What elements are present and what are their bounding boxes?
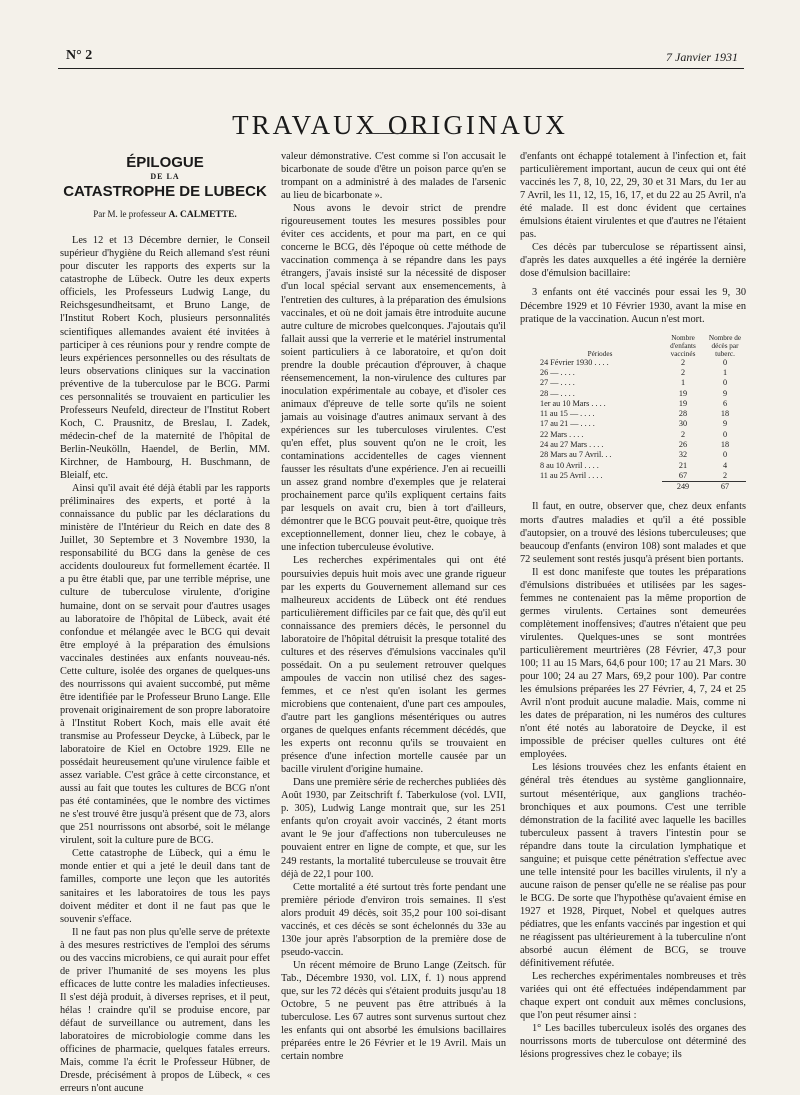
table-row: [538, 419, 746, 429]
period-cell: 28 Mars au 7 Avril. . .: [540, 450, 612, 460]
deaths-count-cell: 9: [722, 419, 728, 429]
period-cell: 11 au 25 Avril . . . .: [540, 471, 603, 481]
paragraph: valeur démonstrative. C'est comme si l'on accusait le bicarbonate de soude d'être un poison parce qu'en se trompant on a administré à des malades de l'arsenic au lieu de bicarbonate ».: [281, 151, 506, 202]
column-1: [60, 150, 270, 1095]
paragraph: Les recherches expérimentales nombreuses et très variées qui ont été effectuées indépendamment par chaque expert ont conduit aux mêmes conclusions, que l'on peut résumer ainsi :: [520, 971, 746, 1022]
deaths-count-cell: 0: [722, 357, 728, 367]
deaths-count-cell: 2: [722, 470, 728, 480]
deaths-count-cell: 4: [722, 460, 728, 470]
header-rule: [58, 68, 744, 69]
period-cell: 17 au 21 — . . . .: [540, 419, 595, 429]
table-row: [538, 450, 746, 460]
table-row: [538, 430, 746, 440]
table-header: Nombre de décès par tuberc.: [708, 333, 742, 358]
table-row: [538, 471, 746, 482]
byline-prefix: Par M. le professeur: [93, 209, 167, 220]
issue-date: 7 Janvier 1931: [666, 50, 738, 64]
table-header: Nombre d'enfants vaccinés: [670, 333, 696, 358]
period-cell: 1er au 10 Mars . . . .: [540, 398, 606, 408]
period-cell: 22 Mars . . . .: [540, 429, 584, 439]
deaths-count-cell: 18: [720, 439, 730, 449]
article-title-line-3: CATASTROPHE DE LUBECK: [63, 183, 267, 201]
deaths-count-cell: 1: [722, 367, 728, 377]
deaths-count-cell: 0: [722, 450, 728, 460]
issue-number: N° 2: [66, 48, 93, 63]
table-row: [538, 378, 746, 388]
table-row: [538, 389, 746, 399]
deaths-total-cell: 67: [704, 482, 746, 493]
paragraph: Ces décès par tuberculose se répartissent ainsi, d'après les dates auxquelles a été ingérée la dernière dose d'émulsion bacillaire:: [520, 242, 746, 280]
paragraph: Les lésions trouvées chez les enfants étaient en général très étendues au système ganglionnaire, surtout mésentérique, aux ganglions trachéo-bronchiques et aux poumons. C'est une terrible démonstration de la facilité avec laquelle les bacilles tuberculeux passent à travers l'intestin pour se répandre dans toute la circulation lymphatique et sanguine; et puisque cette pénétration s'effectue avec une telle intensité pour les bacilles virulents, il n'y a aucune raison de penser qu'elle ne se réalise pas pour le BCG. De sorte que l'hypothèse qu'avaient émise en 1927 et 1928, Pirquet, Nobel et quelques autres pédiatres, que les enfants vaccinés par ingestion et qui ne réagissent pas ultérieurement à la tuberculine n'ont absorbé aucun élément de BCG, se trouve définitivement réfutée.: [520, 762, 746, 970]
paragraph: Cette mortalité a été surtout très forte pendant une première période d'environ trois semaines. Il s'est alors produit 49 décès, soit 35,2 pour 100 soi-disant vaccinés, et ces décès se sont échelonnés du 33e au 130e jour après l'absorption de la première dose de pseudo-vaccin.: [281, 881, 506, 958]
paragraph: Il faut, en outre, observer que, chez deux enfants morts d'autres maladies et qu'il a été possible d'autopsier, on a trouvé des lésions tuberculeuses; que beaucoup d'enfants (environ 108) sont malades et que 72 seulement sont restés jusqu'à présent bien portants.: [520, 501, 746, 565]
paragraph: Il est donc manifeste que toutes les préparations d'émulsions distribuées et utilisées par les sages-femmes ne contenaient pas la même proportion de germes virulents. Certaines sont demeurées complètement inoffensives; d'autres n'étaient que peu virulentes. Quelques-unes se sont montrées particulièrement meurtrières (28 Février, 47,3 pour 100; 11 au 15 Mars, 64,6 pour 100; 17 au 21 Mars. 30 pour 100; 24 au 27 Mars, 69,2 pour 100). Par contre les émulsions préparées les 27 Février, 4, 7, 24 et 25 Avril n'ont produit aucune maladie. Mais, comme ni les dates de préparation, ni les numéros des cultures n'ont été notés au laboratoire de Deycke, il est impossible de préciser quelles cultures ont été employées.: [520, 566, 746, 761]
table-row: [538, 461, 746, 471]
vaccinated-count-cell: 2: [680, 367, 686, 377]
table-total-row: [538, 482, 746, 493]
table-row: [538, 368, 746, 378]
period-cell: 11 au 15 — . . . .: [540, 409, 595, 419]
paragraph: d'enfants ont échappé totalement à l'infection et, fait particulièrement important, aucun de ceux qui ont été vaccinés les 7, 8, 10, 22, 29, 30 et 31 Mars, du 1er au 7 Avril, les 11, 12, 15, 16, 17, et du 22 au 25 Avril, n'a été malade. Il est donc évident que certaines émulsions étaient virulentes et que d'autres ne l'étaient pas.: [520, 151, 746, 241]
deaths-count-cell: 0: [722, 429, 728, 439]
period-cell: 24 Février 1930 . . . .: [540, 357, 609, 367]
paragraph: Dans une première série de recherches publiées dès Août 1930, par Zeitschrift f. Taberkulose (vol. LVII, p. 305), Ludwig Lange montrait que, sur les 251 enfants qu'on croyait avoir vaccinés, 2 étant morts avant le 9e jour d'affections non tuberculeuses ne pouvaient entrer en ligne de compte, et que, sur les 249 restants, la mortalité tuberculeuse se trouvait être déjà de 22,1 pour 100.: [281, 777, 506, 880]
vaccinated-count-cell: 32: [678, 450, 688, 460]
table-row: [538, 358, 746, 368]
article-title-line-1: ÉPILOGUE: [126, 154, 204, 171]
deaths-count-cell: 0: [722, 378, 728, 388]
paragraph: 1° Les bacilles tuberculeux isolés des organes des nourrissons morts de tuberculose ont déterminé des lésions progressives chez le cobaye; ils: [520, 1023, 746, 1061]
table-header-row: [538, 334, 746, 358]
table-header: Périodes: [587, 349, 613, 358]
vaccinated-count-cell: 19: [678, 398, 688, 408]
vaccinated-count-cell: 30: [678, 419, 688, 429]
article-title-line-2: DE LA: [150, 172, 180, 182]
vaccinated-count-cell: 1: [680, 378, 686, 388]
deaths-table: [538, 334, 746, 493]
column-3: [520, 150, 746, 1061]
period-cell: 26 — . . . .: [540, 367, 575, 377]
title-rule: [366, 133, 434, 134]
column-2: [281, 150, 506, 1063]
period-cell: 28 — . . . .: [540, 388, 575, 398]
article-title: [60, 154, 270, 201]
paragraph: Les 12 et 13 Décembre dernier, le Conseil supérieur d'hygiène du Reich allemand s'est réuni pour discuter les rapports des experts sur la catastrophe de Lübeck. Outre les deux experts officiels, les Professeurs Ludwig Lange, du Reichsgesundheitsamt, et Bruno Lange, de l'Institut Robert Koch, plusieurs personnalités scientifiques allemandes avaient été invitées à participer à ces réunions pour y rendre compte de leurs expériences personnelles ou des résultats de leurs observations cliniques sur la vaccination préventive de la tuberculose par le BCG. Parmi ces personnalités se trouvaient en particulier les Professeurs Neufeld, directeur de l'Institut Robert Koch, C. Prausnitz, de Breslau, I. Zadek, médecin-chef de la maternité de l'hôpital de Berlin-Neukölln, Haendel, de Berlin, MM. Kirchner, de Hambourg, H. Buschmann, de Bleialf, etc.: [60, 235, 270, 482]
table-row: [538, 399, 746, 409]
byline: [60, 208, 270, 222]
total-blank-cell: [538, 482, 662, 493]
period-cell: 27 — . . . .: [540, 378, 575, 388]
table-intro: 3 enfants ont été vaccinés pour essai les 9, 30 Décembre 1929 et 10 Février 1930, avant la mise en pratique de la vaccination. Aucun n'est mort.: [520, 287, 746, 325]
author-name: A. CALMETTE.: [168, 210, 237, 221]
vaccinated-count-cell: 21: [678, 460, 688, 470]
vaccinated-count-cell: 2: [680, 429, 686, 439]
period-cell: 8 au 10 Avril . . . .: [540, 460, 599, 470]
section-title: TRAVAUX ORIGINAUX: [232, 110, 568, 141]
vaccinated-total-cell: 249: [662, 482, 704, 493]
deaths-count-cell: 6: [722, 398, 728, 408]
vaccinated-count-cell: 19: [678, 388, 688, 398]
deaths-count-cell: 18: [720, 409, 730, 419]
deaths-count-cell: 9: [722, 388, 728, 398]
paragraph: Les recherches expérimentales qui ont été poursuivies depuis huit mois avec une grande rigueur par les experts du Gouvernement allemand sur ces malheureux accidents de Lübeck ont été rendues particulièrement difficiles par ce fait que, dès qu'il eut connaissance des premiers décès, le personnel du laboratoire de l'hôpital détruisit la presque totalité des cultures et des réserves d'émulsions vaccinales qu'il possédait. On a pu seulement retrouver quelques ampoules de vaccin non utilisé chez des sages-femmes, et ce n'est qu'en isolant les germes microbiens que contenaient, d'une part ces ampoules, d'autre part les ganglions mésentériques ou autres organes de quelques enfants récemment décédés, que les experts ont reconnu qu'ils se trouvaient en présence d'une infection mortelle causée par un bacille virulent d'origine humaine.: [281, 555, 506, 776]
period-cell: 24 au 27 Mars . . . .: [540, 439, 604, 449]
table-row: [538, 440, 746, 450]
vaccinated-count-cell: 67: [678, 470, 688, 480]
paragraph: Il ne faut pas non plus qu'elle serve de prétexte à des mesures restrictives de l'emploi des sérums ou des vaccins microbiens, ce qui aurait pour effet de priver l'humanité de ses moyens les plus efficaces de lutte contre les maladies infectieuses. Il s'est déjà produit, à diverses reprises, et il peut, hélas ! craindre qu'il se produise encore, par défaut de surveillance ou autrement, dans les laboratoires de microbiologie comme dans les officines de pharmacie, quelques fatales erreurs. Mais, comme l'a écrit le Professeur Hübner, de Dresde, précisément à propos de Lübeck, « ces erreurs n'ont aucune: [60, 926, 270, 1095]
vaccinated-count-cell: 2: [680, 357, 686, 367]
paragraph: Cette catastrophe de Lübeck, qui a ému le monde entier et qui a jeté le deuil dans tant de familles, comporte une leçon que les autorités sanitaires et les laboratoires de tous les pays doivent méditer et dont il ne faut pas que le souvenir s'efface.: [60, 848, 270, 925]
paragraph: Ainsi qu'il avait été déjà établi par les rapports préliminaires des experts, et porté à la connaissance du public par les déclarations du ministère de l'Intérieur du Reich en date des 8 Juillet, 30 Septembre et 3 Novembre 1930, la responsabilité du BCG dans la genèse de ces accidents douloureux fut formellement écartée. Il a pu être établi que, par une terrible méprise, une culture de tuberculose virulente, d'origine humaine, dont on se servait pour d'autres usages au laboratoire de l'hôpital de Lübeck, avait été confondue et mélangée avec le BCG qui devait être employé à la préparation des émulsions vaccinales destinées aux enfants nouveau-nés. Cette culture, isolée des organes de quelques-uns des nourrissons qui avaient succombé, put même être identifiée par le Professeur Bruno Lange. Elle provenait originairement de son propre laboratoire à l'Institut Robert Koch, mais elle avait été transmise au Professeur Deycke, à Lübeck, par le laboratoire de Kiel en Octobre 1929. Elle ne possédait heureusement qu'une virulence faible et assez variable. C'est grâce à cette circonstance, et aussi au fait que toutes les cultures de BCG n'ont pas été contaminées, que le nombre des victimes ne s'est trouvé être jusqu'à présent que de 73, alors que 251 nourrissons ont absorbé, soit le mélange virulent, soit la culture pure de BCG.: [60, 483, 270, 847]
vaccinated-count-cell: 28: [678, 409, 688, 419]
vaccinated-count-cell: 26: [678, 439, 688, 449]
paragraph: Un récent mémoire de Bruno Lange (Zeitsch. für Tab., Décembre 1930, vol. LIX, f. 1) nous apprend que, sur les 72 décès qui s'étaient produits jusqu'au 18 Octobre, 5 ne peuvent pas être attribués à la tuberculose. Les 67 autres sont survenus surtout chez les enfants qui ont absorbé les émulsions bacillaires préparées entre le 26 Février et le 19 Avril. Mais un certain nombre: [281, 959, 506, 1063]
paragraph: Nous avons le devoir strict de prendre rigoureusement toutes les mesures possibles pour éviter ces accidents, et pour ma part, en ce qui concerne le BCG, dès l'époque où cette méthode de vaccination commença à se répandre dans les pays étrangers, j'avais insisté sur la nécessité de disposer d'un local spécial servant aux ensemencements, à l'entretien des cultures, à la préparation des émulsions vaccinales, et où ne doit jamais être introduite aucune autre culture de microbes quelconques. J'ajoutais qu'il fallait aussi que la verrerie et le matériel instrumental soient particuliers à ce laboratoire, et qu'on doit prendre la double précaution d'éprouver, à chaque réensemencement, la non-virulence des cultures par inoculation expérimentale au cobaye, et d'isoler ces animaux d'épreuve de telle sorte qu'ils ne soient jamais au voisinage d'autres animaux servant à des expériences sur les tuberculoses virulentes. C'est qu'en effet, plus souvent qu'on ne le croit, les contaminations accidentelles de cages viennent fausser les résultats d'une expérience. J'en ai recueilli un assez grand nombre d'exemples que je relaterai prochainement parce qu'ils expliquent certains faits par lesquels on avait cru, bien à tort d'ailleurs, démontrer que le BCG pouvait peut-être, quoique très exceptionnellement, donner lieu, chez le cobaye, à une infection tuberculeuse évolutive.: [281, 203, 506, 554]
table-body: [538, 358, 746, 493]
table-row: [538, 409, 746, 419]
